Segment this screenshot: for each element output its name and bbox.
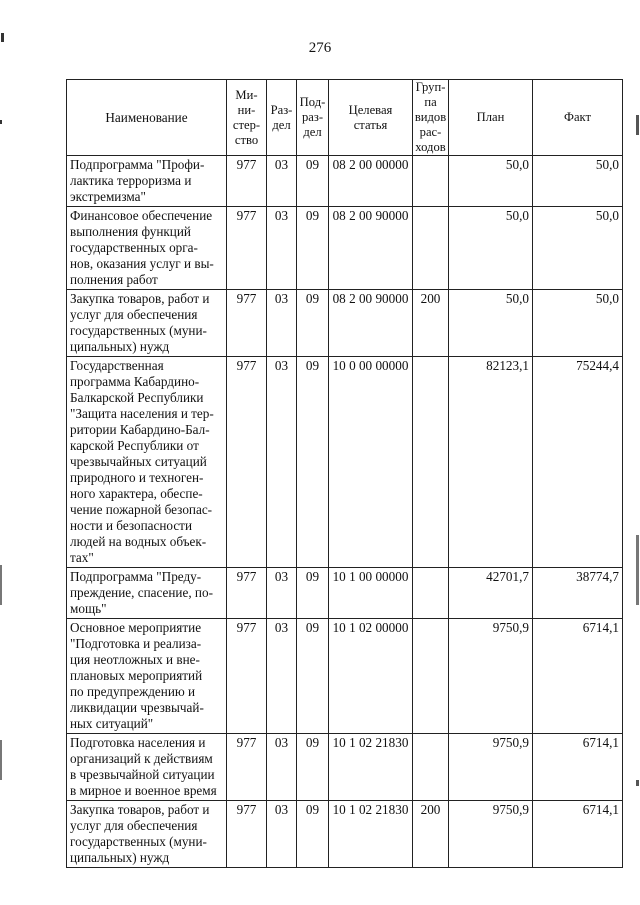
page-number: 276 (308, 40, 332, 56)
cell-name: Подпрограмма "Профи- лактика терроризма и экстремизма" (67, 156, 227, 207)
table-row (67, 290, 623, 357)
cell-plan: 82123,1 (449, 357, 533, 568)
cell-expense-group (413, 357, 449, 568)
budget-table (66, 79, 623, 868)
cell-target-item: 10 1 02 21830 (329, 734, 413, 801)
cell-section: 03 (267, 734, 297, 801)
cell-target-item: 08 2 00 90000 (329, 207, 413, 290)
table-row (67, 801, 623, 868)
column-header-expense-group: Груп- па видов рас- ходов (413, 80, 449, 156)
cell-subsection: 09 (297, 357, 329, 568)
cell-target-item: 10 1 02 21830 (329, 801, 413, 868)
cell-target-item: 10 1 02 00000 (329, 619, 413, 734)
cell-name: Основное мероприятие "Подготовка и реализа- ция неотложных и вне- плановых мероприятий по предупреждению и ликвидации чрезвычай- ных ситуаций" (67, 619, 227, 734)
cell-subsection: 09 (297, 568, 329, 619)
cell-target-item: 08 2 00 90000 (329, 290, 413, 357)
table-row (67, 568, 623, 619)
cell-expense-group (413, 156, 449, 207)
scan-edge-mark (1, 33, 4, 42)
cell-ministry: 977 (227, 156, 267, 207)
scan-edge-mark (0, 740, 2, 780)
table-row (67, 619, 623, 734)
cell-fact: 6714,1 (533, 801, 623, 868)
cell-ministry: 977 (227, 801, 267, 868)
cell-fact: 6714,1 (533, 619, 623, 734)
cell-plan: 50,0 (449, 207, 533, 290)
cell-section: 03 (267, 357, 297, 568)
cell-plan: 9750,9 (449, 801, 533, 868)
cell-fact: 38774,7 (533, 568, 623, 619)
scan-edge-mark (0, 120, 2, 124)
cell-subsection: 09 (297, 290, 329, 357)
cell-target-item: 10 1 00 00000 (329, 568, 413, 619)
column-header-fact: Факт (533, 80, 623, 156)
cell-ministry: 977 (227, 290, 267, 357)
cell-plan: 9750,9 (449, 619, 533, 734)
cell-name: Государственная программа Кабардино- Балкарской Республики "Защита населения и тер- ритории Кабардино-Бал- карской Республики от чрезвычайных ситуаций природного и техноген- ного характера, обеспе- чение пожарной безопас- ности и безопасности людей на водных объек- тах" (67, 357, 227, 568)
cell-name: Закупка товаров, работ и услуг для обеспечения государственных (муни- ципальных) нужд (67, 290, 227, 357)
table-row (67, 207, 623, 290)
cell-expense-group (413, 568, 449, 619)
cell-target-item: 10 0 00 00000 (329, 357, 413, 568)
cell-ministry: 977 (227, 357, 267, 568)
cell-subsection: 09 (297, 734, 329, 801)
table-body (67, 156, 623, 868)
cell-section: 03 (267, 568, 297, 619)
cell-fact: 50,0 (533, 290, 623, 357)
cell-expense-group: 200 (413, 290, 449, 357)
column-header-ministry: Ми- ни- стер- ство (227, 80, 267, 156)
cell-plan: 9750,9 (449, 734, 533, 801)
cell-subsection: 09 (297, 156, 329, 207)
cell-fact: 6714,1 (533, 734, 623, 801)
cell-section: 03 (267, 207, 297, 290)
column-header-plan: План (449, 80, 533, 156)
cell-name: Закупка товаров, работ и услуг для обеспечения государственных (муни- ципальных) нужд (67, 801, 227, 868)
cell-subsection: 09 (297, 207, 329, 290)
cell-fact: 50,0 (533, 207, 623, 290)
scan-edge-mark (636, 115, 639, 135)
cell-expense-group (413, 734, 449, 801)
cell-section: 03 (267, 156, 297, 207)
cell-ministry: 977 (227, 619, 267, 734)
cell-section: 03 (267, 619, 297, 734)
column-header-target-item: Целевая статья (329, 80, 413, 156)
scan-edge-mark (636, 780, 639, 786)
cell-fact: 50,0 (533, 156, 623, 207)
cell-ministry: 977 (227, 207, 267, 290)
cell-name: Подготовка населения и организаций к действиям в чрезвычайной ситуации в мирное и военное время (67, 734, 227, 801)
cell-expense-group (413, 207, 449, 290)
cell-name: Подпрограмма "Преду- преждение, спасение, по- мощь" (67, 568, 227, 619)
column-header-name: Наименование (67, 80, 227, 156)
cell-fact: 75244,4 (533, 357, 623, 568)
column-header-section: Раз- дел (267, 80, 297, 156)
table-row (67, 357, 623, 568)
column-header-subsection: Под- раз- дел (297, 80, 329, 156)
cell-ministry: 977 (227, 734, 267, 801)
table-row (67, 734, 623, 801)
scan-edge-mark (636, 535, 639, 605)
cell-target-item: 08 2 00 00000 (329, 156, 413, 207)
cell-subsection: 09 (297, 619, 329, 734)
cell-subsection: 09 (297, 801, 329, 868)
cell-name: Финансовое обеспечение выполнения функций государственных орга- нов, оказания услуг и вы- полнения работ (67, 207, 227, 290)
cell-plan: 50,0 (449, 156, 533, 207)
cell-expense-group (413, 619, 449, 734)
cell-ministry: 977 (227, 568, 267, 619)
cell-plan: 42701,7 (449, 568, 533, 619)
scan-edge-mark (0, 565, 2, 605)
table-header-row (67, 80, 623, 156)
cell-section: 03 (267, 801, 297, 868)
cell-expense-group: 200 (413, 801, 449, 868)
cell-section: 03 (267, 290, 297, 357)
table-row (67, 156, 623, 207)
cell-plan: 50,0 (449, 290, 533, 357)
